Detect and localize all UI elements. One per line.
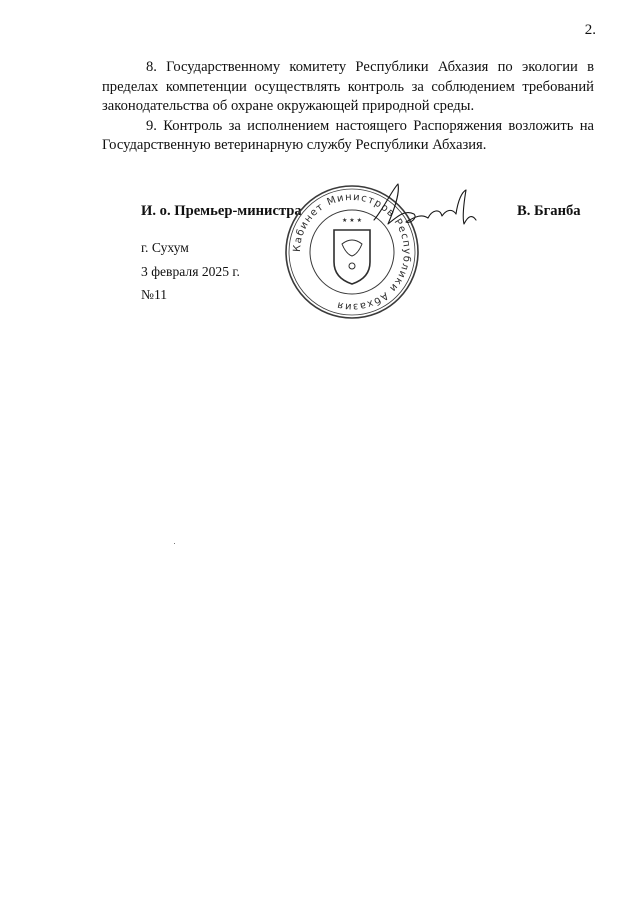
seal-text: Кабинет Министров Республики Абхазия — [291, 191, 413, 313]
paragraph-8: 8. Государственному комитету Республики Абхазия по экологии в пределах компетенции осуществлять контроль за соблюдением требований законодательства об охране окружающей природной среды. — [102, 59, 594, 114]
document-number: №11 — [141, 287, 168, 302]
date-line: 3 февраля 2025 г. — [141, 263, 240, 279]
svg-text:★ ★ ★: ★ ★ ★ — [342, 217, 362, 224]
document-meta — [141, 236, 240, 307]
handwritten-signature — [370, 180, 480, 240]
city-line: г. Сухум — [141, 240, 189, 255]
paragraph-9: 9. Контроль за исполнением настоящего Распоряжения возложить на Государственную ветеринарную службу Республики Абхазия. — [102, 117, 594, 153]
page-number: 2. — [584, 22, 596, 38]
signer-title: И. о. Премьер-министра — [141, 203, 302, 219]
scan-speck — [174, 543, 175, 544]
document-body — [102, 58, 594, 156]
signature-block — [0, 180, 640, 320]
signer-name: В. Бганба — [517, 203, 581, 219]
